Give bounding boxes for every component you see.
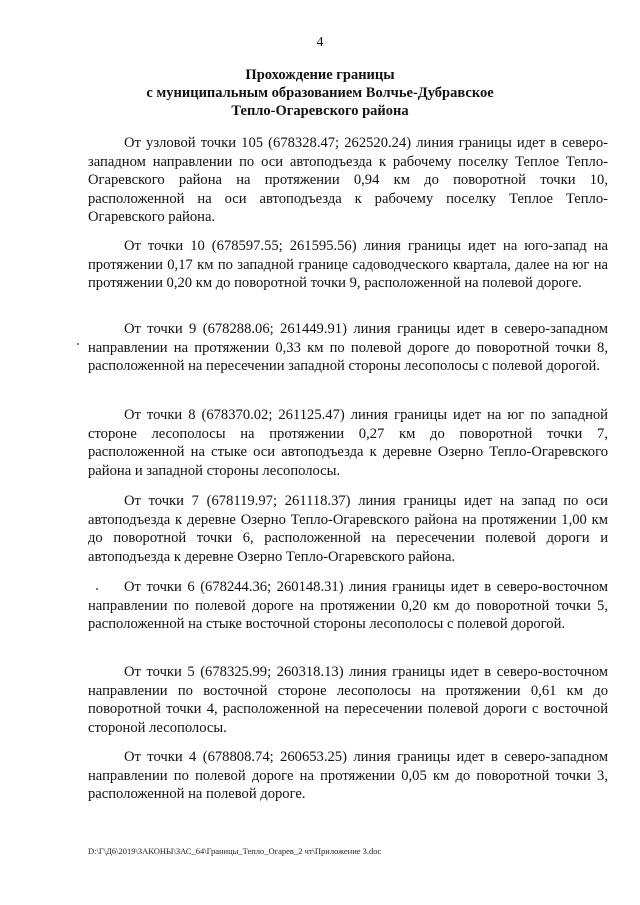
title-line-1: Прохождение границы	[245, 67, 395, 83]
footer-file-path: D:\Г\Д6\2019\ЗАКОНЫ\ЗАС_64\Границы_Тепло_Огарев_2 чт\Приложение 3.doc	[88, 846, 382, 856]
paragraph-point-6: От точки 6 (678244.36; 260148.31) линия границы идет в северо-восточном направлении по полевой дороге на протяжении 0,20 км до поворотной точки 5, расположенной на стыке восточной стороны лесополосы с полевой дорогой.	[88, 579, 608, 633]
paragraph-point-10: От точки 10 (678597.55; 261595.56) линия границы идет на юго-запад на протяжении 0,17 км по западной границе садоводческого квартала, далее на юг на протяжении 0,20 км до поворотной точки 9, расположенной на полевой дороге.	[88, 238, 608, 292]
scan-speck	[96, 588, 98, 590]
document-title	[0, 66, 640, 120]
title-line-3: Тепло-Огаревского района	[231, 103, 409, 119]
paragraph-point-5: От точки 5 (678325.99; 260318.13) линия границы идет в северо-восточном направлении по восточной стороне лесополосы на протяжении 0,61 км до поворотной точки 4, расположенной на пересечении полевой дороги с восточной стороной лесополосы.	[88, 664, 608, 736]
paragraph-point-4: От точки 4 (678808.74; 260653.25) линия границы идет в северо-западном направлении по полевой дороге на протяжении 0,05 км до поворотной точки 3, расположенной на полевой дороге.	[88, 749, 608, 803]
paragraph-point-9: От точки 9 (678288.06; 261449.91) линия границы идет в северо-западном направлении на протяжении 0,33 км по полевой дороге до поворотной точки 8, расположенной на пересечении западной стороны лесополосы с полевой дорогой.	[88, 321, 608, 375]
scan-speck	[77, 343, 79, 345]
title-line-2: с муниципальным образованием Волчье-Дубравское	[146, 85, 494, 101]
paragraph-point-105: От узловой точки 105 (678328.47; 262520.24) линия границы идет в северо-западном направлении по оси автоподъезда к рабочему поселку Теплое Тепло-Огаревского района на протяжении 0,94 км до поворотной точки 10, расположенной на оси автоподъезда к рабочему поселку Теплое Тепло-Огаревского района.	[88, 135, 608, 226]
paragraph-point-8: От точки 8 (678370.02; 261125.47) линия границы идет на юг по западной стороне лесополосы на протяжении 0,27 км до поворотной точки 7, расположенной на стыке оси автоподъезда к деревне Озерно Тепло-Огаревского района и западной стороны лесополосы.	[88, 407, 608, 479]
page-number: 4	[316, 35, 324, 50]
paragraph-point-7: От точки 7 (678119.97; 261118.37) линия границы идет на запад по оси автоподъезда к деревне Озерно Тепло-Огаревского района на протяжении 1,00 км до поворотной точки 6, расположенной на пересечении полевой дороги и автоподъезда к деревне Озерно Тепло-Огаревского района.	[88, 493, 608, 565]
